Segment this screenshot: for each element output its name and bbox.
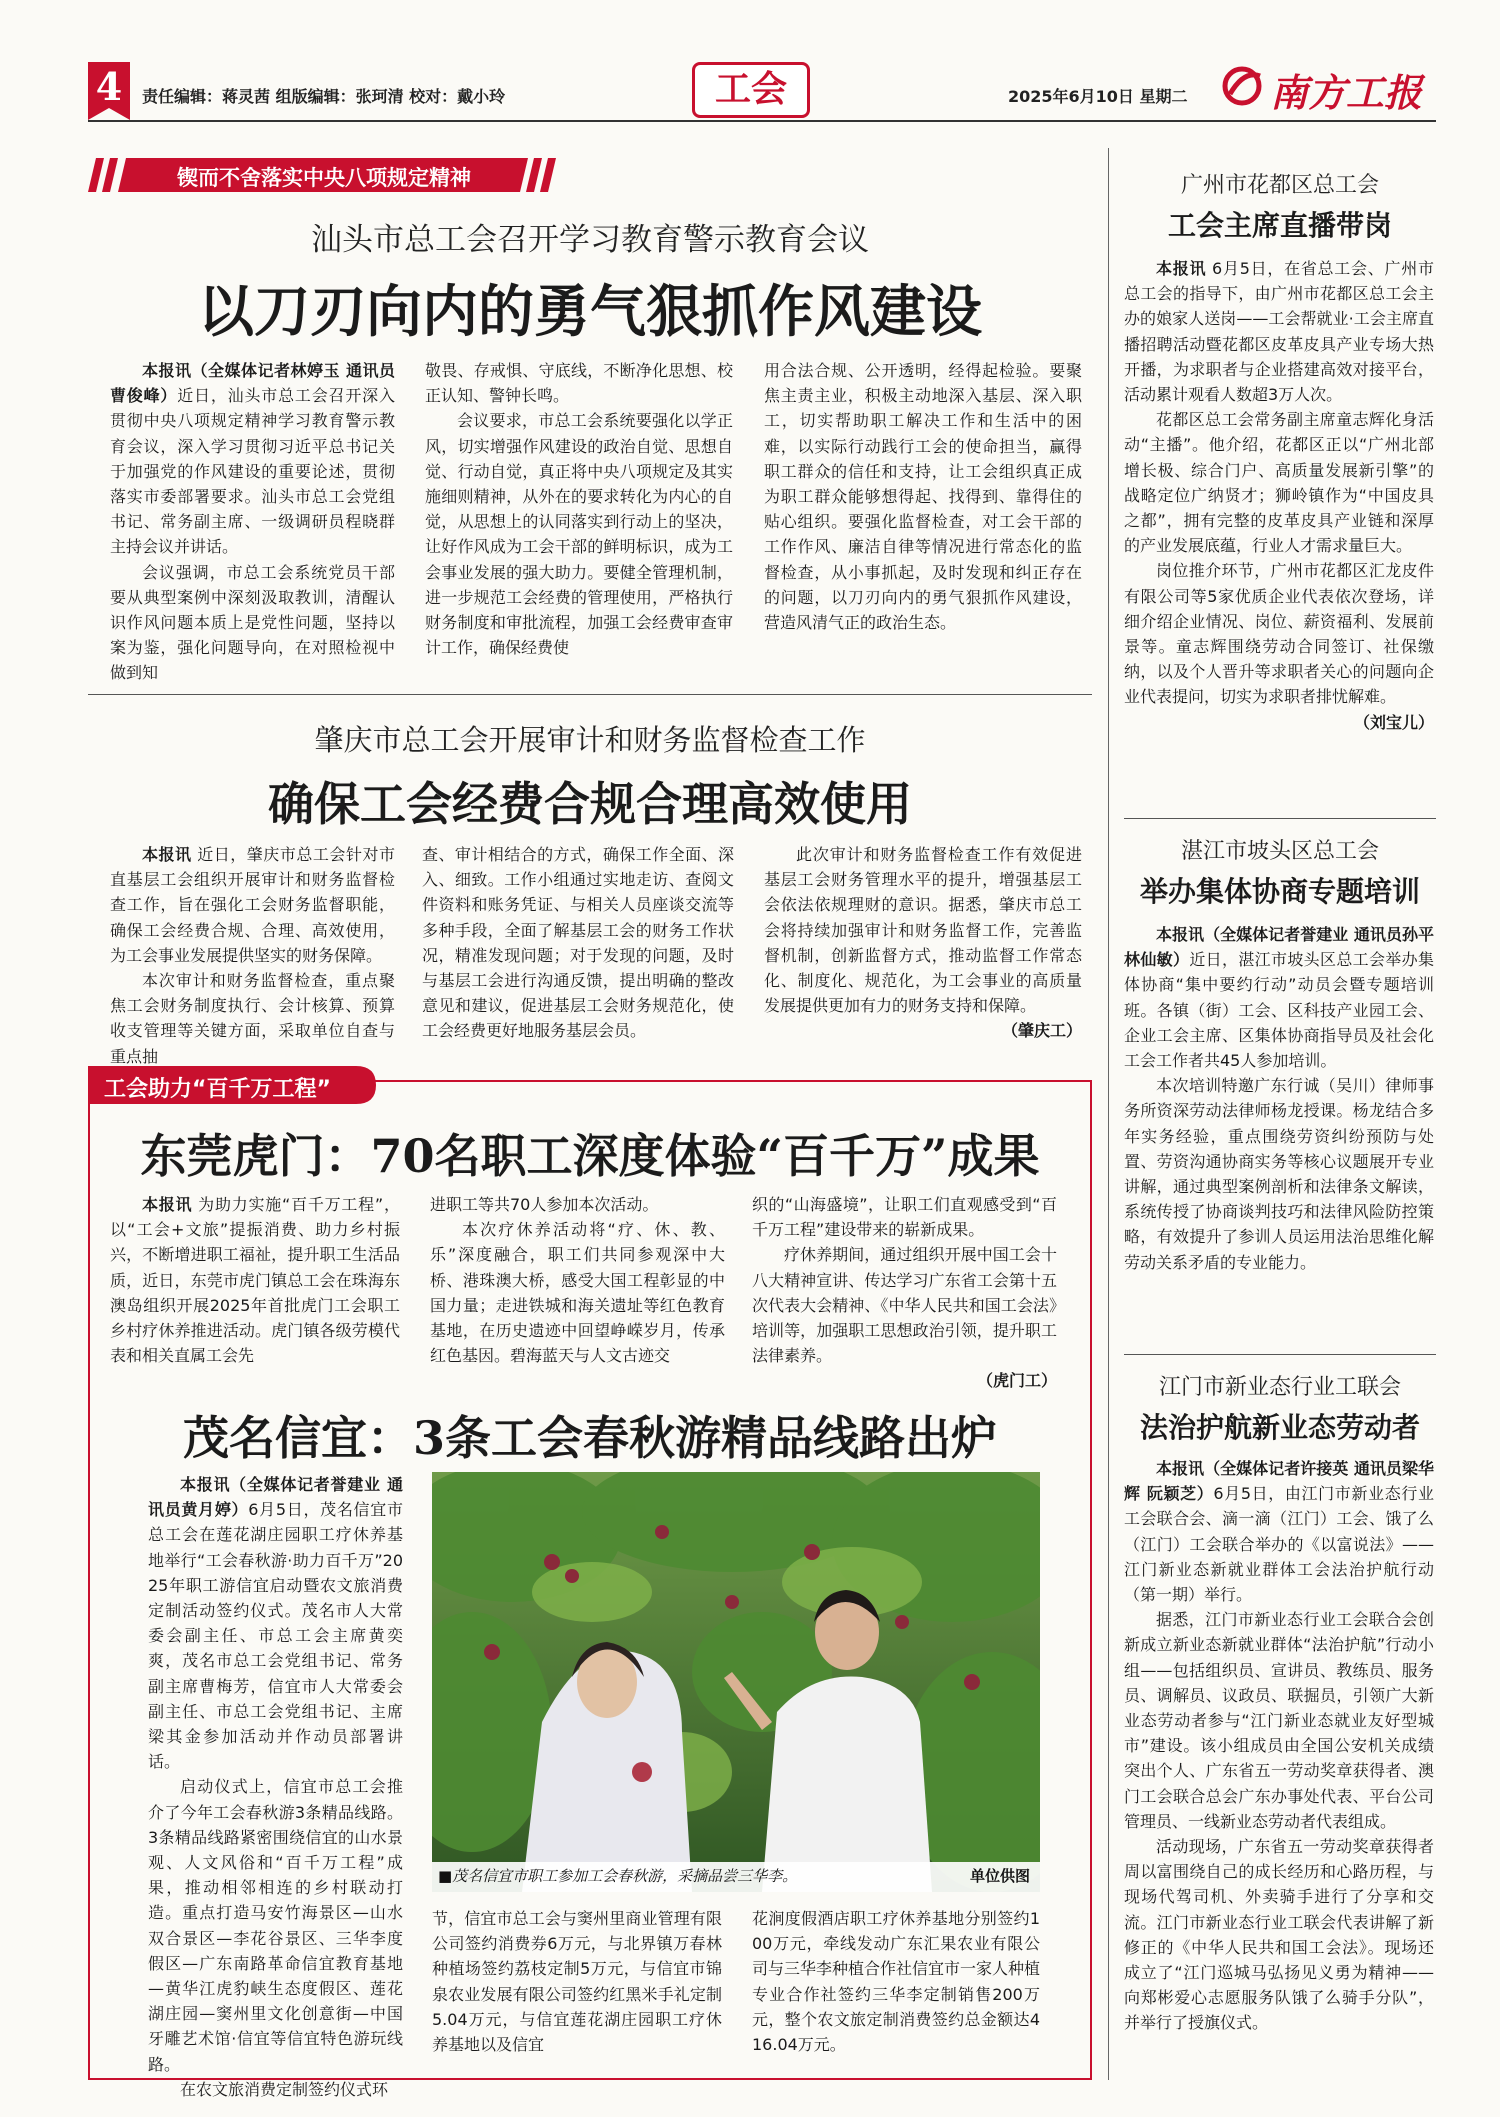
sidebar3-paragraph: 6月5日，由江门市新业态行业工会联合会、滴一滴（江门）工会、饿了么（江门）工会联合举办的《以富说法》——江门新业态新就业群体工会法治护航行动（第一期）举行。 — [1124, 1484, 1434, 1605]
article1-paragraph: 近日，汕头市总工会召开深入贯彻中央八项规定精神学习教育警示教育会议，深入学习贯彻习近平总书记关于加强党的作风建设的重要论述，贯彻落实市委部署要求。汕头市总工会党组书记、常务副主席、一级调研员程晓群主持会议并讲话。 — [110, 386, 395, 557]
sidebar1-credit: （刘宝儿） — [1353, 712, 1434, 732]
sidebar3-body — [1124, 1456, 1434, 2036]
photo-caption: ■茂名信宜市职工参加工会春秋游，采摘品尝三华李。 — [438, 1867, 798, 1885]
sidebar3-kicker: 江门市新业态行业工联会 — [1158, 1375, 1401, 1400]
page-number-badge — [88, 62, 130, 120]
article4-headline: 茂名信宜：3条工会春秋游精品线路出炉 — [182, 1411, 997, 1465]
sidebar2-paragraph: 近日，湛江市坡头区总工会举办集体协商“集中要约行动”动员会暨专题培训班。各镇（街）工会、区科技产业园工会、企业工会主席、区集体协商指导员及社会化工会工作者共45人参加培训。 — [1124, 950, 1434, 1071]
sidebar2-body — [1124, 922, 1434, 1275]
article3-paragraph: 进职工等共70人参加本次活动。 — [430, 1195, 659, 1214]
article2-paragraph: 查、审计相结合的方式，确保工作全面、深入、细致。工作小组通过实地走访、查阅文件资料和账务凭证、与相关人员座谈交流等多种手段，全面了解基层工会的财务工作状况，精准发现问题；对于发现的问题，及时与基层工会进行沟通反馈，提出明确的整改意见和建议，促进基层工会财务规范化，使工会经费更好地服务基层会员。 — [422, 845, 734, 1041]
article2-paragraph: 此次审计和财务监督检查工作有效促进基层工会财务管理水平的提升，增强基层工会依法依规理财的意识。据悉，肇庆市总工会将持续加强审计和财务监督工作，完善监督机制，创新监督方式，推动监督工作常态化、制度化、规范化，为工会事业的高质量发展提供更加有力的财务支持和保障。 — [764, 845, 1082, 1016]
article2-lead: 本报讯 — [142, 845, 192, 864]
sidebar3-paragraph: 活动现场，广东省五一劳动奖章获得者周以富围绕自己的成长经历和心路历程，与现场代驾司机、外卖骑手进行了分享和交流。江门市新业态行业工联会代表讲解了新修正的《中华人民共和国工会法》。现场还成立了“江门巡城马弘扬见义勇为精神——向郑彬爱心志愿服务队饿了么骑手分队”，并举行了授旗仪式。 — [1124, 1837, 1434, 2033]
sidebar-rule — [1124, 1354, 1436, 1355]
article1-column-1 — [110, 358, 395, 686]
article2-headline: 确保工会经费合规合理高效使用 — [268, 777, 912, 831]
sidebar-rule — [1124, 818, 1436, 819]
sidebar-divider — [1108, 148, 1109, 2080]
article2-column-2 — [422, 842, 734, 1044]
sidebar2-lead: 本报讯（全媒体记者誉建业 通讯员孙平 林仙敏） — [1124, 925, 1434, 970]
article4-column-3 — [752, 1906, 1040, 2057]
article3-credit: （虎门工） — [976, 1371, 1057, 1391]
special-section-tag — [88, 1066, 376, 1104]
article1-paragraph: 用合法合规、公开透明，经得起检验。要聚焦主责主业，积极主动地深入基层、深入职工，切实帮助职工解决工作和生活中的困难，以实际行动践行工会的使命担当，赢得职工群众的信任和支持，让工会组织真正成为职工群众能够想得起、找得到、靠得住的贴心组织。要强化监督检查，对工会干部的工作作风、廉洁自律等情况进行常态化的监督检查，从小事抓起，及时发现和纠正存在的问题，以刀刃向内的勇气狠抓作风建设，营造风清气正的政治生态。 — [764, 361, 1082, 633]
article3-paragraph: 疗休养期间，通过组织开展中国工会十八大精神宣讲、传达学习广东省工会第十五次代表大会精神、《中华人民共和国工会法》培训等，加强职工思想政治引领，提升职工法律素养。 — [752, 1245, 1057, 1366]
article2-column-3 — [764, 842, 1082, 1044]
topic-banner — [88, 158, 556, 192]
article3-paragraph: 本次疗休养活动将“疗、休、教、乐”深度融合，职工们共同参观深中大桥、港珠澳大桥，感受大国工程彰显的中国力量；走进铁城和海关遗址等红色教育基地，在历史遗迹中回望峥嵘岁月，传承红色基因。碧海蓝天与人文古迹交 — [430, 1220, 725, 1366]
article1-lead: 本报讯（全媒体记者林婷玉 通讯员曹俊峰） — [110, 361, 395, 406]
article2-credit: （肇庆工） — [1001, 1021, 1082, 1041]
special-section-tag-text: 工会助力“百千万工程” — [104, 1077, 331, 1102]
article4-paragraph: 花涧度假酒店职工疗休养基地分别签约100万元，牵线发动广东汇果农业有限公司与三华李种植合作社信宜市一家人种植专业合作社签约三华李定制销售200万元，整个农文旅定制消费签约总金额达416.04万元。 — [752, 1909, 1041, 2055]
article3-lead: 本报讯 — [142, 1195, 193, 1214]
article1-paragraph: 会议强调，市总工会系统党员干部要从典型案例中深刻汲取教训，清醒认识作风问题本质上是党性问题，坚持以案为鉴，强化问题导向，在对照检视中做到知 — [110, 562, 395, 683]
article4-paragraph: 节，信宜市总工会与窦州里商业管理有限公司签约消费券6万元，与北界镇万春林种植场签约荔枝定制5万元，与信宜市锦泉农业发展有限公司签约红黑米手礼定制5.04万元，与信宜莲花湖庄园职工疗休养基地以及信宜 — [432, 1909, 722, 2055]
article1-paragraph: 会议要求，市总工会系统要强化以学正风，切实增强作风建设的政治自觉、思想自觉、行动自觉，真正将中央八项规定及其实施细则精神，从外在的要求转化为内心的自觉，从思想上的认同落实到行动上的坚决，让好作风成为工会干部的鲜明标识，成为工会事业发展的强大助力。要健全管理机制，进一步规范工会经费的管理使用，严格执行财务制度和审批流程，加强工会经费审查审计工作，确保经费使 — [425, 411, 733, 658]
article2-kicker: 肇庆市总工会开展审计和财务监督检查工作 — [314, 723, 866, 757]
sidebar1-paragraph: 岗位推介环节，广州市花都区汇龙皮件有限公司等5家优质企业代表依次登场，详细介绍企业情况、岗位、薪资福利、发展前景等。童志辉围绕劳动合同签订、社保缴纳，以及个人晋升等求职者关心的问题向企业代表提问，切实为求职者排忧解难。 — [1124, 561, 1434, 707]
article3-paragraph: 织的“山海盛境”，让职工们直观感受到“百千万工程”建设带来的崭新成果。 — [752, 1195, 1057, 1240]
masthead-logo-icon — [1222, 66, 1266, 106]
article3-column-2 — [430, 1192, 725, 1368]
article3-paragraph: 为助力实施“百千万工程”，以“工会+文旅”提振消费、助力乡村振兴，不断增进职工福祉，提升职工生活品质，近日，东莞市虎门镇总工会在珠海东澳岛组织开展2025年首批虎门工会职工乡村疗休养推进活动。虎门镇各级劳模代表和相关直属工会先 — [110, 1195, 400, 1366]
date-line: 2025年6月10日 星期二 — [1008, 87, 1188, 106]
section-title — [692, 62, 810, 118]
sidebar1-paragraph: 花都区总工会常务副主席童志辉化身活动“主播”。他介绍，花都区正以“广州北部增长极、综合门户、高质量发展新引擎”的战略定位广纳贤才；狮岭镇作为“中国皮具之都”，拥有完整的皮革皮具产业链和深厚的产业发展底蕴，行业人才需求量巨大。 — [1124, 410, 1434, 556]
section-title-text: 工会 — [714, 69, 787, 110]
article1-column-2 — [425, 358, 733, 660]
orchard-photo-icon — [432, 1472, 1040, 1892]
article4-column-1 — [148, 1472, 403, 2102]
sidebar3-lead: 本报讯（全媒体记者许接英 通讯员梁华辉 阮颖芝） — [1124, 1459, 1434, 1504]
sidebar1-body — [1124, 256, 1434, 735]
article2-column-1 — [110, 842, 395, 1069]
sidebar3-paragraph: 据悉，江门市新业态行业工会联合会创新成立新业态新就业群体“法治护航”行动小组——包括组织员、宣讲员、教练员、服务员、调解员、议政员、联掘员，引领广大新业态劳动者参与“江门新业态就业友好型城市”建设。该小组成员由全国公安机关成绩突出个人、广东省五一劳动奖章获得者、澳门工会联合总会广东办事处代表、平台公司管理员、一线新业态劳动者代表组成。 — [1124, 1610, 1434, 1831]
article4-lead: 本报讯（全媒体记者誉建业 通讯员黄月婷） — [148, 1475, 403, 1520]
sidebar1-kicker: 广州市花都区总工会 — [1180, 173, 1379, 198]
article1-paragraph: 敬畏、存戒惧、守底线，不断净化思想、校正认知、警钟长鸣。 — [425, 361, 733, 406]
photo-credit: 单位供图 — [969, 1867, 1030, 1885]
sidebar2-paragraph: 本次培训特邀广东行诚（吴川）律师事务所资深劳动法律师杨龙授课。杨龙结合多年实务经验，重点围绕劳资纠纷预防与处置、劳资沟通协商实务等核心议题展开专业讲解，通过典型案例剖析和法律条文解读，系统传授了协商谈判技巧和法律风险防控策略，有效提升了参训人员运用法治思维化解劳动关系矛盾的专业能力。 — [1124, 1076, 1434, 1272]
page-number: 4 — [95, 64, 123, 109]
article3-headline: 东莞虎门：70名职工深度体验“百千万”成果 — [140, 1129, 1040, 1183]
article3-column-1 — [110, 1192, 400, 1368]
masthead-text: 南方工报 — [1270, 70, 1423, 115]
header-rule — [88, 120, 1436, 122]
editors-line: 责任编辑：蒋灵茜 组版编辑：张珂清 校对：戴小玲 — [142, 87, 506, 106]
article4-photo — [432, 1472, 1040, 1892]
sidebar1-headline: 工会主席直播带岗 — [1167, 209, 1392, 242]
sidebar2-headline: 举办集体协商专题培训 — [1139, 875, 1420, 908]
sidebar2-kicker: 湛江市坡头区总工会 — [1180, 839, 1379, 864]
sidebar1-paragraph: 6月5日，在省总工会、广州市总工会的指导下，由广州市花都区总工会主办的娘家人送岗——工会帮就业·工会主席直播招聘活动暨花都区皮革皮具产业专场大热开播，为求职者与企业搭建高效对接平台，活动累计观看人数超3万人次。 — [1124, 259, 1434, 405]
article3-column-3 — [752, 1192, 1057, 1394]
article4-column-2 — [432, 1906, 722, 2057]
topic-banner-text: 锲而不舍落实中央八项规定精神 — [177, 166, 471, 190]
sidebar1-lead: 本报讯 — [1156, 259, 1207, 278]
article2-paragraph: 本次审计和财务监督检查，重点聚焦工会财务制度执行、会计核算、预算收支管理等关键方面，采取单位自查与重点抽 — [110, 971, 395, 1066]
article2-paragraph: 近日，肇庆市总工会针对市直基层工会组织开展审计和财务监督检查工作，旨在强化工会财务监督职能，确保工会经费合规、合理、高效使用，为工会事业发展提供坚实的财务保障。 — [110, 845, 395, 965]
masthead — [1222, 58, 1436, 114]
article1-kicker: 汕头市总工会召开学习教育警示教育会议 — [311, 222, 869, 258]
article-divider — [88, 694, 1092, 695]
sidebar3-headline: 法治护航新业态劳动者 — [1139, 1411, 1420, 1444]
article4-paragraph: 在农文旅消费定制签约仪式环 — [180, 2079, 389, 2099]
article1-headline: 以刀刃向内的勇气狠抓作风建设 — [198, 279, 982, 345]
article4-paragraph: 6月5日，茂名信宜市总工会在莲花湖庄园职工疗休养基地举行“工会春秋游·助力百千万”2025年职工游信宜启动暨农文旅消费定制活动签约仪式。茂名市人大常委会副主任、市总工会主席黄奕爽，茂名市总工会党组书记、常务副主席曹梅芳，信宜市人大常委会副主任、市总工会党组书记、主席梁其金参加活动并作动员部署讲话。 — [148, 1500, 403, 1772]
article1-column-3 — [764, 358, 1082, 635]
article4-paragraph: 启动仪式上，信宜市总工会推介了今年工会春秋游3条精品线路。3条精品线路紧密围绕信宜的山水景观、人文风俗和“百千万工程”成果，推动相邻相连的乡村联动打造。重点打造马安竹海景区—山水双合景区—李花谷景区、三华李度假区—广东南路革命信宜教育基地—黄华江虎豹峡生态度假区、莲花湖庄园—窦州里文化创意街—中国牙雕艺术馆·信宜等信宜特色游玩线路。 — [148, 1777, 403, 2074]
